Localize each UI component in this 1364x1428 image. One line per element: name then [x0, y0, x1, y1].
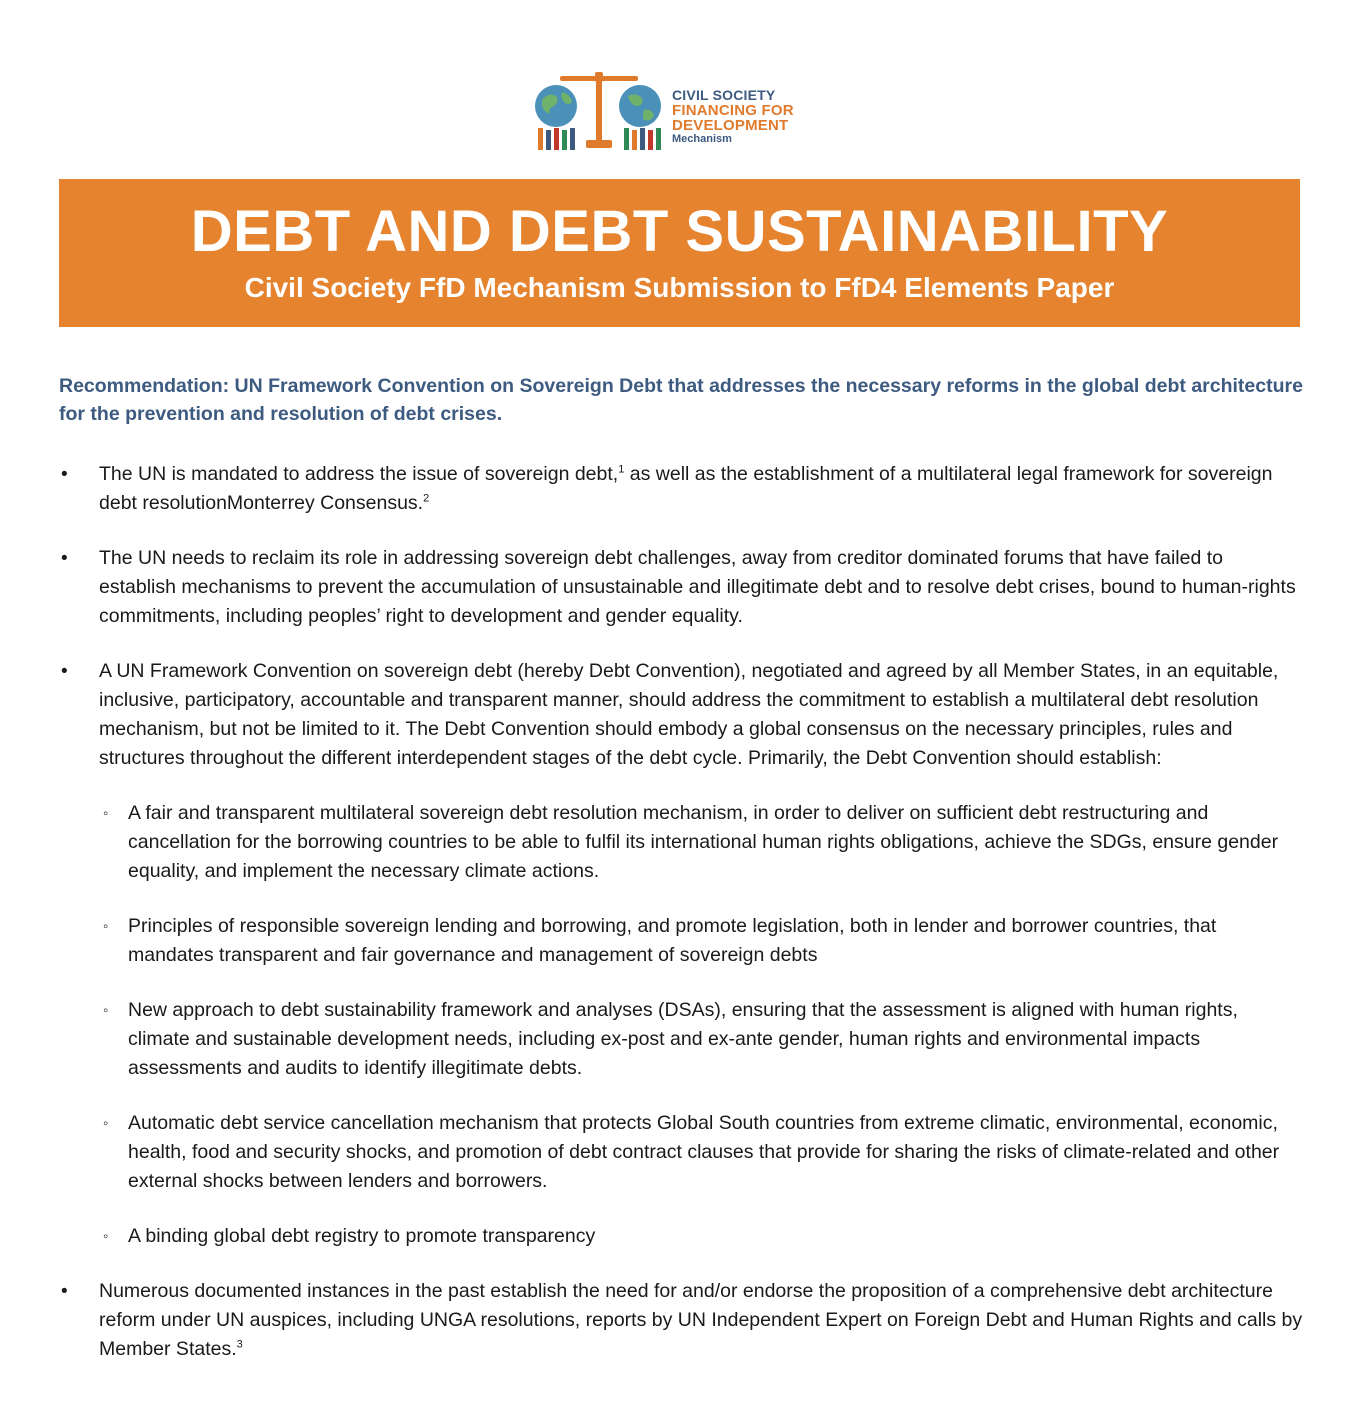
title-banner [59, 179, 1300, 327]
sub-item-2 [59, 912, 1304, 970]
bullet-marker: • [61, 548, 68, 569]
bullet-marker: • [61, 661, 68, 682]
sub-text: A fair and transparent multilateral sovereign debt resolution mechanism, in order to deliver on sufficient debt restructuring and cancellation for the borrowing countries to be able to fulfil its international human rights obligations, achieve the SDGs, ensure gender equality, and implement the necessary climate actions. [128, 802, 1279, 882]
bullet-item-2 [59, 544, 1304, 631]
logo [532, 70, 832, 160]
sub-item-3 [59, 996, 1304, 1083]
bullet-text: Numerous documented instances in the past establish the need for and/or endorse the proposition of a comprehensive debt architecture reform under UN auspices, including UNGA resolutions, reports by UN Independent Expert on Foreign Debt and Human Rights and calls by Member States. [99, 1280, 1303, 1360]
footnote-ref-2[interactable]: 2 [423, 492, 430, 505]
bullet-list [59, 460, 1304, 1364]
bullet-text-cont: as well as the establishment of a multilateral legal framework for sovereign debt resolutionMonterrey Consensus. [99, 463, 1273, 514]
bullet-item-4 [59, 1277, 1304, 1364]
page-subtitle: Civil Society FfD Mechanism Submission to FfD4 Elements Paper [244, 272, 1115, 303]
footnote-ref-1[interactable]: 1 [618, 463, 625, 476]
bullet-item-3 [59, 657, 1304, 1251]
logo-line-3: DEVELOPMENT [672, 117, 789, 134]
sub-item-5 [59, 1222, 1304, 1251]
bullet-marker: • [61, 464, 68, 485]
footnote-ref-3[interactable]: 3 [236, 1338, 243, 1351]
scales-globes-icon [532, 70, 667, 160]
sub-marker: ◦ [103, 1115, 109, 1132]
logo-line-4: Mechanism [672, 133, 732, 145]
bullet-text: A UN Framework Convention on sovereign debt (hereby Debt Convention), negotiated and agreed by all Member States, in an equitable, inclusive, participatory, accountable and transparent manner, should address the commitment to establish a multilateral debt resolution mechanism, but not be limited to it. The Debt Convention should embody a global consensus on the necessary principles, rules and structures throughout the different interdependent stages of the debt cycle. Primarily, the Debt Convention should establish: [99, 660, 1279, 769]
bullet-text: The UN needs to reclaim its role in addressing sovereign debt challenges, away from creditor dominated forums that have failed to establish mechanisms to prevent the accumulation of unsustainable and illegitimate debt and to resolve debt crises, bound to human-rights commitments, including peoples’ right to development and gender equality. [99, 547, 1296, 627]
recommendation-heading: Recommendation: UN Framework Convention on Sovereign Debt that addresses the necessary reforms in the global debt architecture for the prevention and resolution of debt crises. [59, 375, 1303, 425]
sub-item-1 [59, 799, 1304, 886]
bullet-item-1 [59, 460, 1304, 518]
document-body [59, 372, 1304, 1390]
bullet-marker: • [61, 1281, 68, 1302]
sub-marker: ◦ [103, 805, 109, 822]
sub-item-4 [59, 1109, 1304, 1196]
page-title: DEBT AND DEBT SUSTAINABILITY [190, 199, 1169, 264]
sub-marker: ◦ [103, 918, 109, 935]
bullet-text: The UN is mandated to address the issue of sovereign debt, [99, 463, 619, 485]
sub-text: Automatic debt service cancellation mechanism that protects Global South countries from extreme climatic, environmental, economic, health, food and security shocks, and promotion of debt contract clauses that provide for sharing the risks of climate-related and other external shocks between lenders and borrowers. [128, 1112, 1280, 1192]
logo-line-1: CIVIL SOCIETY [672, 87, 776, 103]
logo-text [672, 88, 794, 146]
logo-line-2: FINANCING FOR [672, 102, 794, 119]
sub-text: Principles of responsible sovereign lending and borrowing, and promote legislation, both in lender and borrower countries, that mandates transparent and fair governance and management of sovereign debts [128, 915, 1217, 966]
sub-bullet-list [59, 799, 1304, 1251]
sub-marker: ◦ [103, 1228, 109, 1245]
sub-text: New approach to debt sustainability framework and analyses (DSAs), ensuring that the assessment is aligned with human rights, climate and sustainable development needs, including ex-post and ex-ante gender, human rights and environmental impacts assessments and audits to identify illegitimate debts. [128, 999, 1238, 1079]
sub-marker: ◦ [103, 1002, 109, 1019]
sub-text: A binding global debt registry to promote transparency [128, 1225, 596, 1247]
